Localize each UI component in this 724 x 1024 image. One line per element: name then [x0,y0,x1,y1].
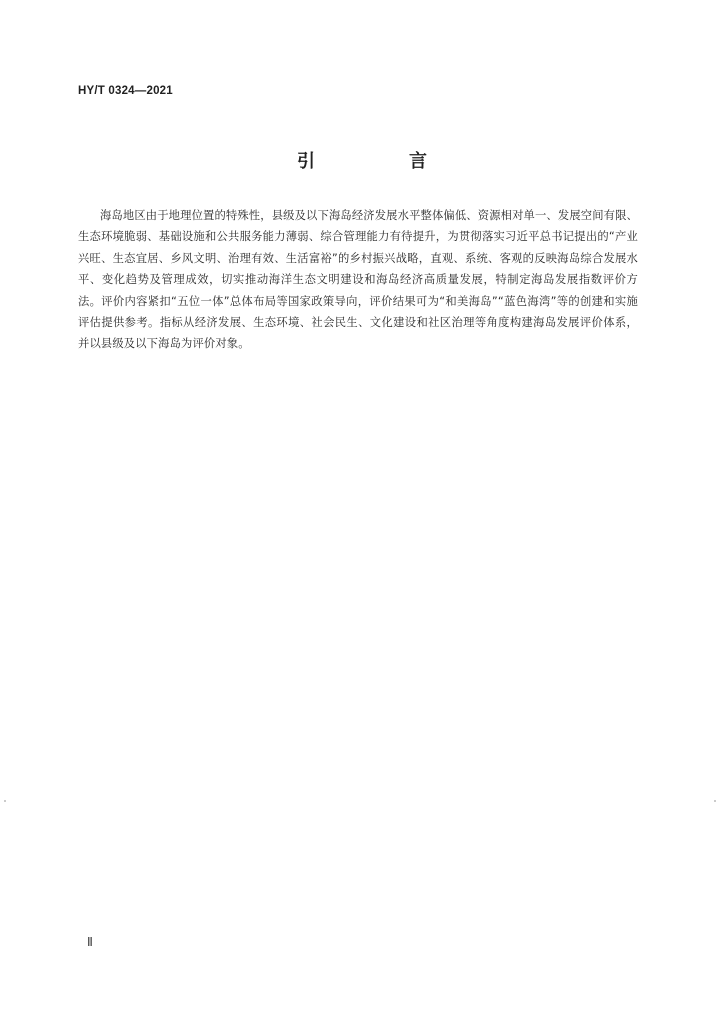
page-number: Ⅱ [87,935,93,949]
standard-code: HY/T 0324—2021 [78,85,173,97]
scan-speck [714,800,716,802]
scan-speck [4,800,6,802]
body-paragraph: 海岛地区由于地理位置的特殊性，县级及以下海岛经济发展水平整体偏低、资源相对单一、发展空间有限、生态环境脆弱、基础设施和公共服务能力薄弱、综合管理能力有待提升，为贯彻落实习近平总书记提出的“产业兴旺、生态宜居、乡风文明、治理有效、生活富裕”的乡村振兴战略，直观、系统、客观的反映海岛综合发展水平、变化趋势及管理成效，切实推动海洋生态文明建设和海岛经济高质量发展，特制定海岛发展指数评价方法。评价内容紧扣“五位一体”总体布局等国家政策导向，评价结果可为“和美海岛”“蓝色海湾”等的创建和实施评估提供参考。指标从经济发展、生态环境、社会民生、文化建设和社区治理等角度构建海岛发展评价体系，并以县级及以下海岛为评价对象。 [78,209,639,351]
section-title: 引 言 [297,151,465,172]
